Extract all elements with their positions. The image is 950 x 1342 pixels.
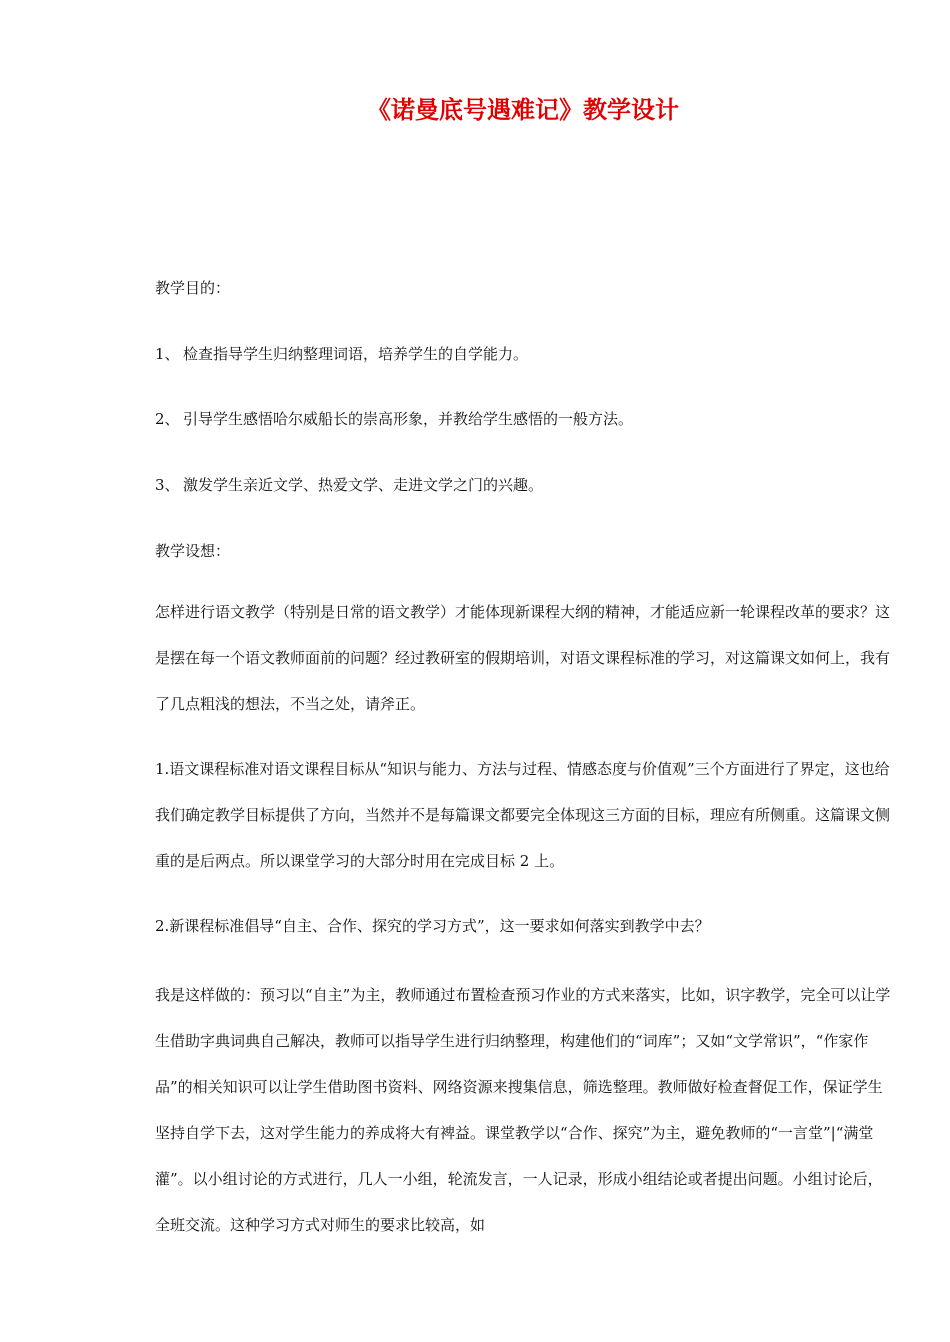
paragraph-intro: 怎样进行语文教学（特别是日常的语文教学）才能体现新课程大纲的精神，才能适应新一轮课程改革的要求？这是摆在每一个语文教师面前的问题？经过教研室的假期培训，对语文课程标准的学习，对这篇课文如何上，我有了几点粗浅的想法，不当之处，请斧正。 [155,603,891,713]
document-title: 《诺曼底号遇难记》教学设计 [367,95,679,124]
goal-number: 3、 [155,476,180,494]
paragraph-point-2: 2.新课程标准倡导“自主、合作、探究的学习方式”，这一要求如何落实到教学中去？ [155,917,710,935]
goal-text: 检查指导学生归纳整理词语，培养学生的自学能力。 [183,345,529,363]
goal-item-2 [155,408,897,431]
goal-number: 1、 [155,345,180,363]
paragraph-practice: 我是这样做的：预习以“自主”为主，教师通过布置检查预习作业的方式来落实，比如，识字教学，完全可以让学生借助字典词典自己解决，教师可以指导学生进行归纳整理，构建他们的“词库”；又如“文学常识”，“作家作品”的相关知识可以让学生借助图书资料、网络资源来搜集信息，筛选整理。教师做好检查督促工作，保证学生坚持自学下去，这对学生能力的养成将大有裨益。课堂教学以“合作、探究”为主，避免教师的“一言堂”|“满堂灌”。以小组讨论的方式进行，几人一小组，轮流发言，一人记录，形成小组结论或者提出问题。小组讨论后，全班交流。这种学习方式对师生的要求比较高，如 [155,986,891,1234]
goal-text: 激发学生亲近文学、热爱文学、走进文学之门的兴趣。 [183,476,544,494]
goal-item-1 [155,343,897,366]
goal-item-3 [155,474,897,497]
paragraph-point-1: 1.语文课程标准对语文课程目标从“知识与能力、方法与过程、情感态度与价值观”三个方面进行了界定，这也给我们确定教学目标提供了方向，当然并不是每篇课文都要完全体现这三方面的目标，理应有所侧重。这篇课文侧重的是后两点。所以课堂学习的大部分时用在完成目标 2 上。 [155,760,891,870]
goals-heading: 教学目的： [155,279,231,297]
goal-text: 引导学生感悟哈尔威船长的崇高形象，并教给学生感悟的一般方法。 [183,410,634,428]
goal-number: 2、 [155,410,180,428]
ideas-heading: 教学设想： [155,542,231,560]
